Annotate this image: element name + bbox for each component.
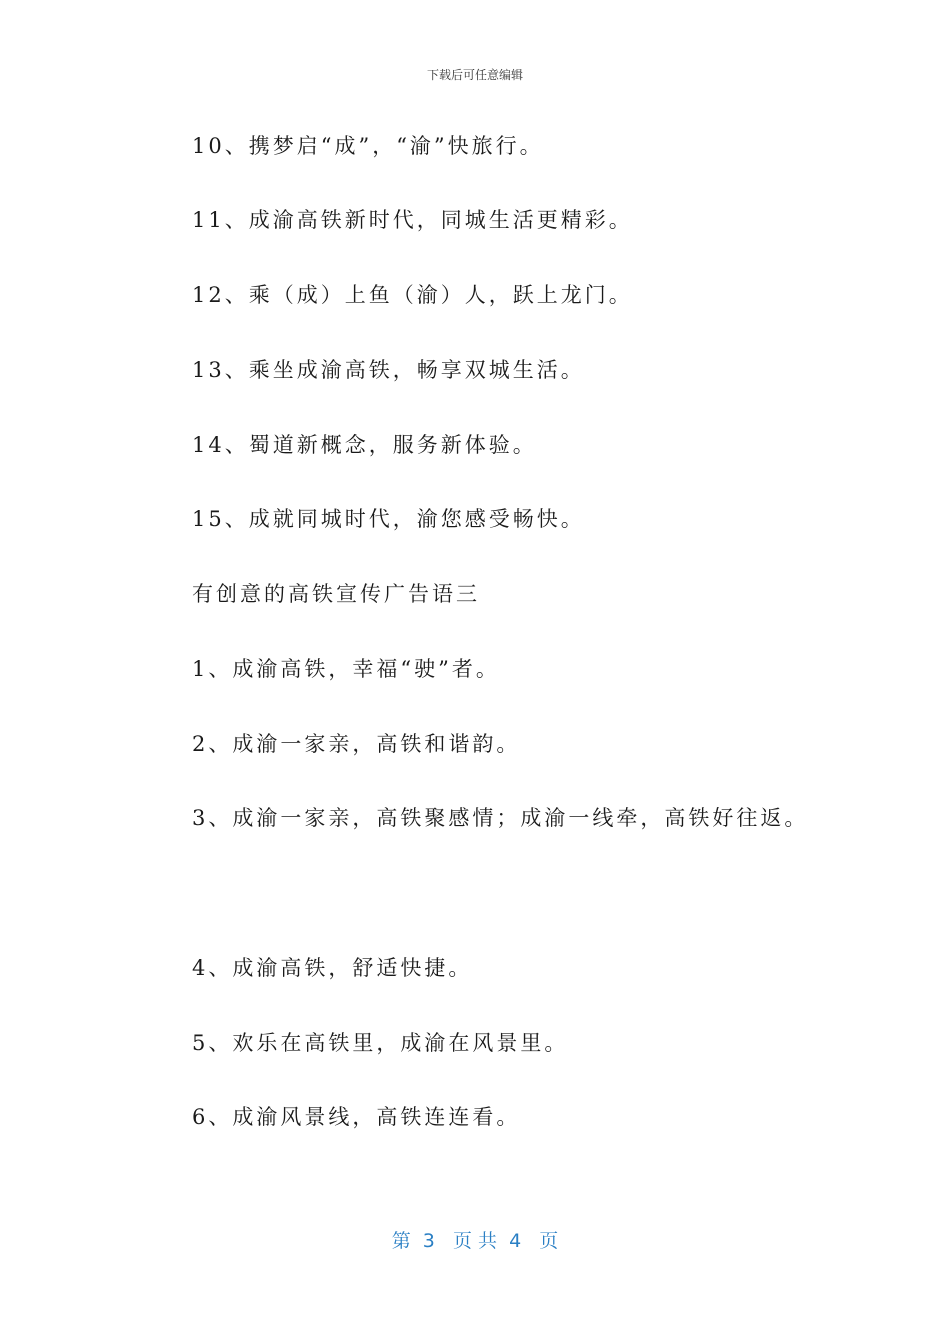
slogan-line-10: 10、携梦启“成”，“渝”快旅行。 (192, 134, 544, 158)
page-number-footer: 第 3 页 共 4 页 (391, 1230, 559, 1252)
slogan-line-4: 4、成渝高铁，舒适快捷。 (192, 956, 473, 980)
slogan-line-15: 15、成就同城时代，渝您感受畅快。 (192, 507, 585, 531)
page-header: 下载后可任意编辑 (426, 68, 523, 82)
slogan-line-13: 13、乘坐成渝高铁，畅享双城生活。 (192, 358, 585, 382)
section-heading: 有创意的高铁宣传广告语三 (192, 582, 480, 606)
slogan-line-5: 5、欢乐在高铁里，成渝在风景里。 (192, 1031, 569, 1055)
slogan-line-3: 3、成渝一家亲，高铁聚感情；成渝一线牵，高铁好往返。 (192, 806, 809, 830)
slogan-line-14: 14、蜀道新概念，服务新体验。 (192, 433, 537, 457)
slogan-line-2: 2、成渝一家亲，高铁和谐韵。 (192, 732, 521, 756)
slogan-line-12: 12、乘（成）上鱼（渝）人，跃上龙门。 (192, 283, 633, 307)
slogan-line-11: 11、成渝高铁新时代，同城生活更精彩。 (192, 208, 633, 232)
slogan-line-1: 1、成渝高铁，幸福“驶”者。 (192, 657, 500, 681)
slogan-line-6: 6、成渝风景线，高铁连连看。 (192, 1105, 521, 1129)
